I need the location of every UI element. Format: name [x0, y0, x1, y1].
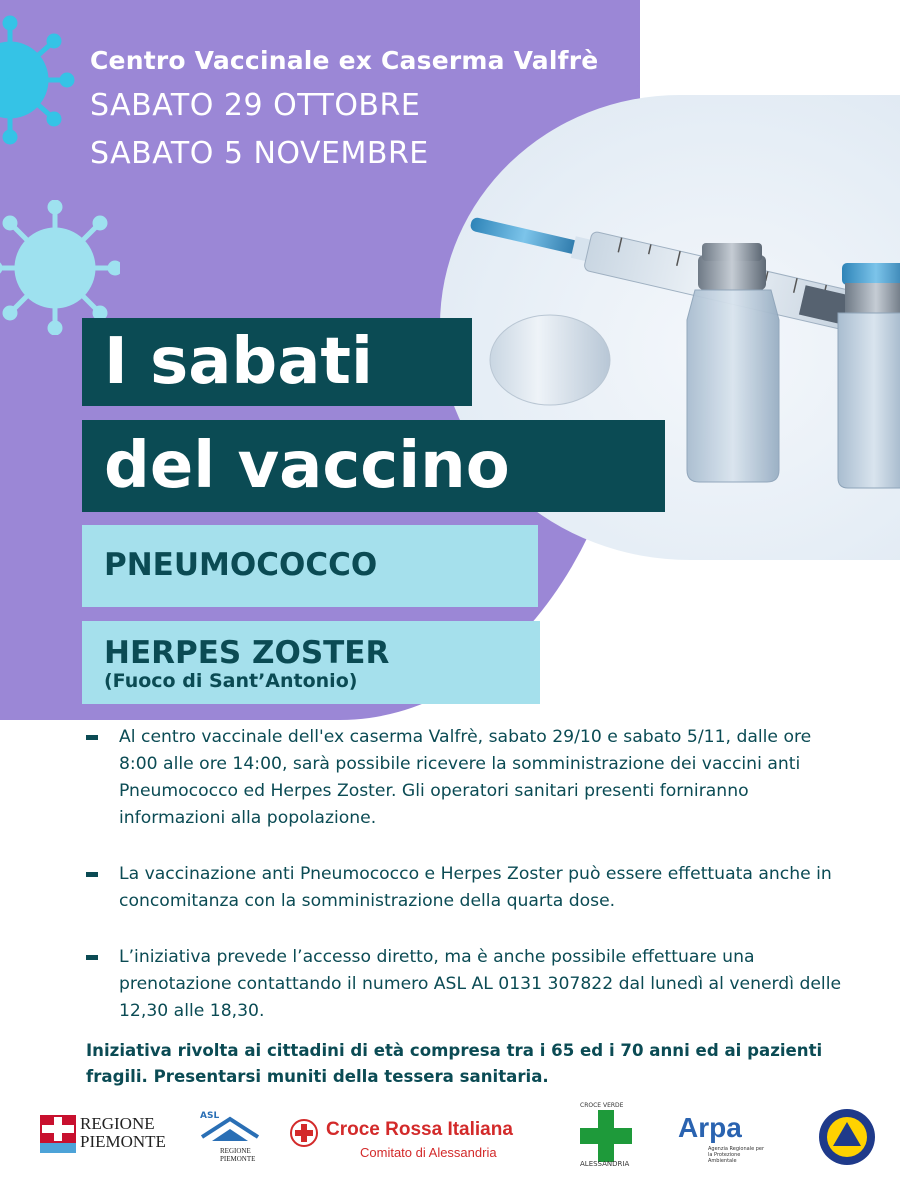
date-second: SABATO 5 NOVEMBRE: [90, 136, 429, 171]
bullet-marker: [86, 955, 98, 960]
paragraph-concomitance: La vaccinazione anti Pneumococco e Herpes Zoster può essere effettuata anche in concomitanza con la somministrazione della quarta dose.: [119, 864, 832, 911]
arpa-logo-subtext: Agenzia Regionale per la Protezione Ambientale: [708, 1146, 765, 1164]
protezione-civile-logo: [818, 1108, 876, 1166]
bullet-marker: [86, 872, 98, 877]
arpa-logo: [678, 1112, 763, 1162]
date-first: SABATO 29 OTTOBRE: [90, 88, 421, 123]
title-line-1: I sabati: [82, 318, 472, 406]
croce-rossa-subtitle: Comitato di Alessandria: [360, 1145, 497, 1160]
vaccine-herpes-zoster-note: (Fuoco di Sant’Antonio): [104, 670, 358, 692]
civil-protection-icon: [818, 1108, 876, 1166]
paragraph-info: Al centro vaccinale dell'ex caserma Valfrè, sabato 29/10 e sabato 5/11, dalle ore 8:00 alle ore 14:00, sarà possibile ricevere la somministrazione dei vaccini anti Pneumococco ed Herpes Zoster. Gli operatori sanitari presenti forniranno informazioni alla popolazione.: [119, 727, 812, 828]
arpa-logo-text: Arpa: [678, 1112, 742, 1143]
vaccine-herpes-zoster: [82, 621, 540, 704]
croce-verde-bottom-text: ALESSANDRIA: [580, 1160, 630, 1168]
regione-logo-line1: REGIONE: [80, 1114, 155, 1133]
asl-logo-text: ASL: [200, 1111, 220, 1121]
paragraph-booking: L’iniziativa prevede l’accesso diretto, ma è anche possibile effettuare una prenotazione contattando il numero ASL AL 0131 307822 dal lunedì al venerdì delle 12,30 alle 18,30.: [119, 947, 842, 1021]
vaccine-pneumococco: PNEUMOCOCCO: [82, 525, 538, 607]
croce-verde-logo: [578, 1102, 638, 1167]
croce-rossa-title: Croce Rossa Italiana: [326, 1119, 513, 1140]
bullet-marker: [86, 735, 98, 740]
virus-icon: [0, 200, 120, 335]
croce-rossa-logo: [290, 1117, 540, 1162]
regione-piemonte-logo: [40, 1115, 165, 1155]
red-cross-icon: [290, 1119, 318, 1147]
croce-verde-top-text: CROCE VERDE: [580, 1102, 624, 1109]
asl-al-logo: [200, 1111, 260, 1163]
location-heading: Centro Vaccinale ex Caserma Valfrè: [90, 46, 599, 75]
vaccine-herpes-zoster-label: HERPES ZOSTER: [104, 635, 390, 671]
regione-crest-icon: [40, 1115, 76, 1153]
regione-logo-line2: PIEMONTE: [80, 1132, 166, 1151]
target-audience-note: Iniziativa rivolta ai cittadini di età compresa tra i 65 ed i 70 anni ed ai pazienti fragili. Presentarsi muniti della tessera sanitaria.: [86, 1041, 823, 1086]
asl-logo-subtext: REGIONE PIEMONTE: [220, 1147, 256, 1163]
virus-icon: [0, 15, 75, 145]
green-cross-icon: [580, 1110, 632, 1162]
title-line-2: del vaccino: [82, 420, 665, 512]
